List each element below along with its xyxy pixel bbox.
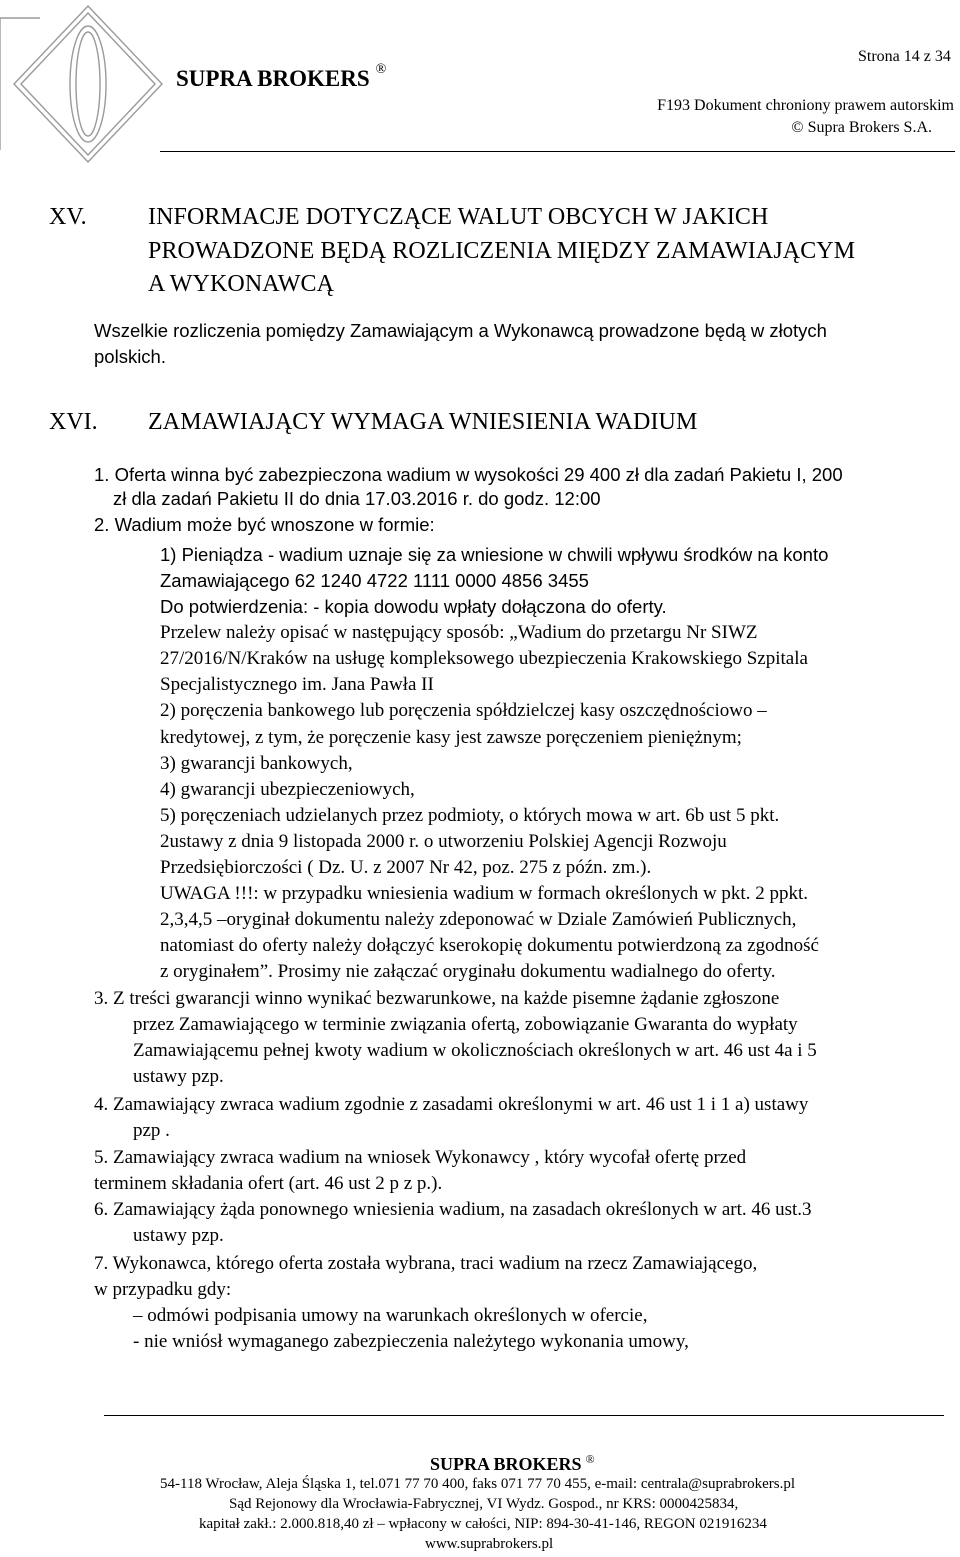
item-3-line-3: Zamawiającemu pełnej kwoty wadium w okolicznościach określonych w art. 46 ust 4a i 5 <box>133 1040 817 1061</box>
item-2-line-4 <box>160 622 955 644</box>
item-5-line-1: 5. Zamawiający zwraca wadium na wniosek Wykonawcy , który wycofał ofertę przed <box>94 1147 747 1168</box>
brand-text: SUPRA BROKERS <box>176 66 370 91</box>
item-7-line-1: 7. Wykonawca, którego oferta została wybrana, traci wadium na rzecz Zamawiającego, <box>94 1253 758 1274</box>
item-7-bullet-1: – odmówi podpisania umowy na warunkach określonych w ofercie, <box>133 1305 648 1326</box>
item-3-line-4: ustawy pzp. <box>133 1066 224 1087</box>
item-2-lead: 2. Wadium może być wnoszone w formie: <box>94 514 435 535</box>
item-3-line-2: przez Zamawiającego w terminie związania ofertą, zobowiązanie Gwaranta do wypłaty <box>133 1014 798 1035</box>
item-2-line-7: 2) poręczenia bankowego lub poręczenia spółdzielczej kasy oszczędnościowo – <box>160 700 767 721</box>
item-2-line-12: 2ustawy z dnia 9 listopada 2000 r. o utworzeniu Polskiej Agencji Rozwoju <box>160 831 727 852</box>
item-2-line-4-text: Przelew należy opisać w następujący sposób: „Wadium do przetargu Nr SIWZ <box>160 622 758 643</box>
item-7-bullet-2: - nie wniósł wymaganego zabezpieczenia należytego wykonania umowy, <box>133 1331 689 1352</box>
item-2-line-14: UWAGA !!!: w przypadku wniesienia wadium w formach określonych w pkt. 2 ppkt. <box>160 883 808 904</box>
footer-website: www.suprabrokers.pl <box>425 1536 554 1552</box>
footer-court-registry: Sąd Rejonowy dla Wrocławia-Fabrycznej, VI Wydz. Gospod., nr KRS: 0000425834, <box>229 1496 739 1512</box>
item-5-line-2: terminem składania ofert (art. 46 ust 2 p z p.). <box>94 1173 443 1194</box>
section-15-title-line-2: PROWADZONE BĘDĄ ROZLICZENIA MIĘDZY ZAMAWIAJĄCYM <box>148 238 856 264</box>
item-3-line-1: 3. Z treści gwarancji winno wynikać bezwarunkowe, na każde pisemne żądanie zgłoszone <box>94 988 780 1009</box>
section-15-number: XV. <box>49 204 87 230</box>
copyright-notice: F193 Dokument chroniony prawem autorskim <box>657 97 954 114</box>
footer-brand <box>430 1452 595 1475</box>
page-number: Strona 14 z 34 <box>858 48 951 65</box>
section-15-text-line-1: Wszelkie rozliczenia pomiędzy Zamawiającym a Wykonawcą prowadzone będą w złotych <box>94 320 827 341</box>
section-15-text-line-2: polskich. <box>94 346 166 367</box>
item-2-line-16: natomiast do oferty należy dołączyć kserokopię dokumentu potwierdzoną za zgodność <box>160 935 819 956</box>
item-2-line-10: 4) gwarancji ubezpieczeniowych, <box>160 779 415 800</box>
item-1-line-1: 1. Oferta winna być zabezpieczona wadium w wysokości 29 400 zł dla zadań Pakietu I, 200 <box>94 464 843 485</box>
header-divider <box>160 151 955 152</box>
section-16-title: ZAMAWIAJĄCY WYMAGA WNIESIENIA WADIUM <box>148 409 698 435</box>
item-2-line-8: kredytowej, z tym, że poręczenie kasy jest zawsze poręczeniem pieniężnym; <box>160 727 742 748</box>
item-6-line-1: 6. Zamawiający żąda ponownego wniesienia wadium, na zasadach określonych w art. 46 ust.3 <box>94 1199 812 1220</box>
section-15-title-line-3: A WYKONAWCĄ <box>148 271 335 297</box>
item-2-line-2: Zamawiającego 62 1240 4722 1111 0000 4856 3455 <box>160 570 589 591</box>
item-2-line-9: 3) gwarancji bankowych, <box>160 753 353 774</box>
footer-capital-tax: kapitał zakł.: 2.000.818,40 zł – wpłacony w całości, NIP: 894-30-41-146, REGON 021916234 <box>199 1516 767 1532</box>
item-6-line-2: ustawy pzp. <box>133 1225 224 1246</box>
item-2-line-11: 5) poręczeniach udzielanych przez podmioty, o których mowa w art. 6b ust 5 pkt. <box>160 805 780 826</box>
item-1-line-2: zł dla zadań Pakietu II do dnia 17.03.2016 r. do godz. 12:00 <box>113 488 601 509</box>
footer-registered-mark: ® <box>585 1452 595 1466</box>
item-7-line-2: w przypadku gdy: <box>94 1279 232 1300</box>
item-2-line-15: 2,3,4,5 –oryginał dokumentu należy zdeponować w Dziale Zamówień Publicznych, <box>160 909 797 930</box>
brand-name <box>176 62 387 92</box>
section-16-number: XVI. <box>49 409 98 435</box>
footer-address: 54-118 Wrocław, Aleja Śląska 1, tel.071 77 70 400, faks 071 77 70 455, e-mail: centrala@suprabrokers.pl <box>160 1476 796 1492</box>
item-2-line-1: 1) Pieniądza - wadium uznaje się za wniesione w chwili wpływu środków na konto <box>160 544 829 565</box>
supra-brokers-logo <box>0 0 170 180</box>
section-15-title-line-1: INFORMACJE DOTYCZĄCE WALUT OBCYCH W JAKICH <box>148 204 769 230</box>
registered-mark: ® <box>375 62 387 78</box>
footer-divider <box>104 1415 944 1416</box>
item-4-line-1: 4. Zamawiający zwraca wadium zgodnie z zasadami określonymi w art. 46 ust 1 i 1 a) ustawy <box>94 1094 809 1115</box>
footer-brand-text: SUPRA BROKERS <box>430 1454 582 1474</box>
item-2-line-6: Specjalistycznego im. Jana Pawła II <box>160 674 434 695</box>
item-2-line-13: Przedsiębiorczości ( Dz. U. z 2007 Nr 42, poz. 275 z późn. zm.). <box>160 857 652 878</box>
item-2-line-5: 27/2016/N/Kraków na usługę kompleksowego ubezpieczenia Krakowskiego Szpitala <box>160 648 808 669</box>
item-2-line-3: Do potwierdzenia: - kopia dowodu wpłaty dołączona do oferty. <box>160 596 667 617</box>
copyright-holder: © Supra Brokers S.A. <box>791 119 932 136</box>
item-2-line-17: z oryginałem”. Prosimy nie załączać oryginału dokumentu wadialnego do oferty. <box>160 961 776 982</box>
item-4-line-2: pzp . <box>133 1120 170 1141</box>
